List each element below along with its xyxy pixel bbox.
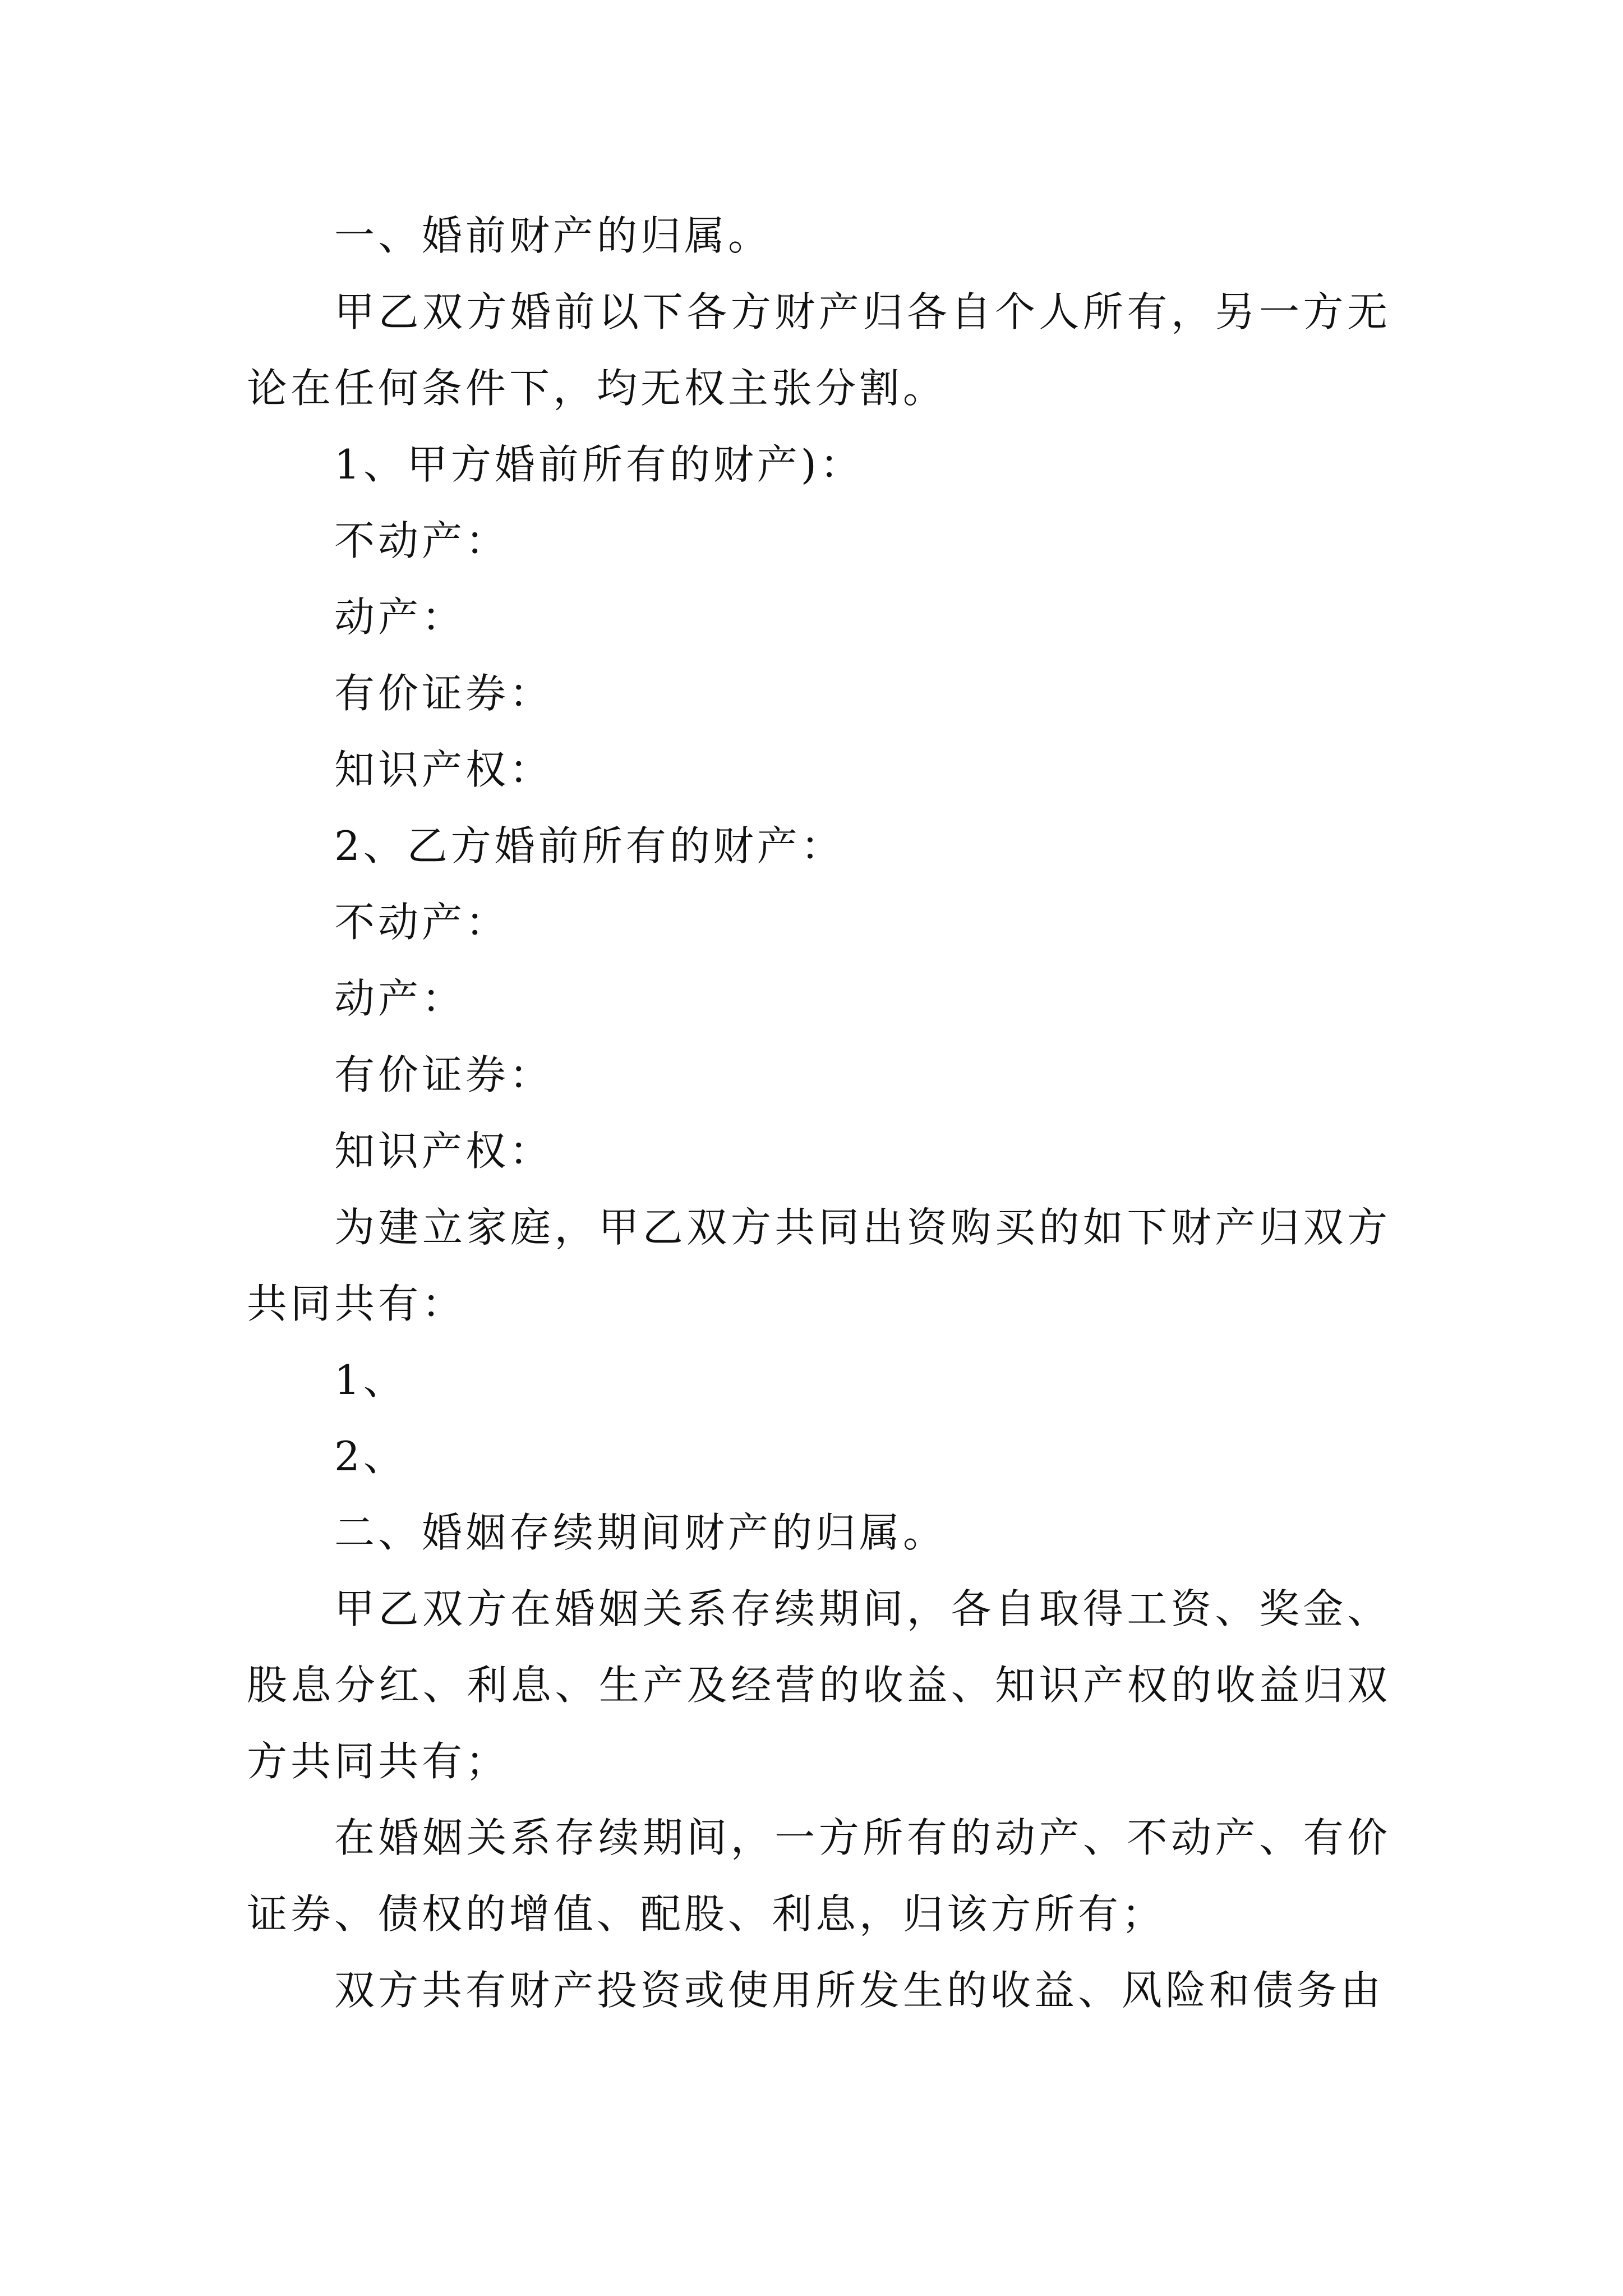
paragraph: 甲乙双方在婚姻关系存续期间，各自取得工资、奖金、股息分红、利息、生产及经营的收益、知识产权的收益归双方共同共有； <box>247 1585 1391 1785</box>
list-item: 有价证券： <box>334 1051 554 1098</box>
list-item: 不动产： <box>334 517 510 564</box>
heading-premarital-property: 一、婚前财产的归属。 <box>334 212 772 259</box>
list-item: 2、乙方婚前所有的财产： <box>334 822 845 869</box>
list-item: 不动产： <box>334 899 510 946</box>
paragraph: 在婚姻关系存续期间，一方所有的动产、不动产、有价证券、债权的增值、配股、利息，归该方所有； <box>247 1814 1391 1938</box>
paragraph: 双方共有财产投资或使用所发生的收益、风险和债务由 <box>334 1967 1385 2014</box>
list-item: 知识产权： <box>334 1128 554 1175</box>
paragraph: 甲乙双方婚前以下各方财产归各自个人所有，另一方无论在任何条件下，均无权主张分割。 <box>247 288 1391 412</box>
list-item: 1、甲方婚前所有的财产)： <box>334 441 864 488</box>
paragraph: 为建立家庭，甲乙双方共同出资购买的如下财产归双方共同共有： <box>247 1204 1391 1327</box>
list-item: 有价证券： <box>334 670 554 717</box>
list-item: 知识产权： <box>334 746 554 793</box>
document-body <box>247 197 1391 2028</box>
list-item: 动产： <box>334 593 466 641</box>
list-item: 2、 <box>334 1433 407 1480</box>
heading-marital-property: 二、婚姻存续期间财产的归属。 <box>334 1509 947 1556</box>
list-item: 1、 <box>334 1356 407 1404</box>
list-item: 动产： <box>334 975 466 1022</box>
